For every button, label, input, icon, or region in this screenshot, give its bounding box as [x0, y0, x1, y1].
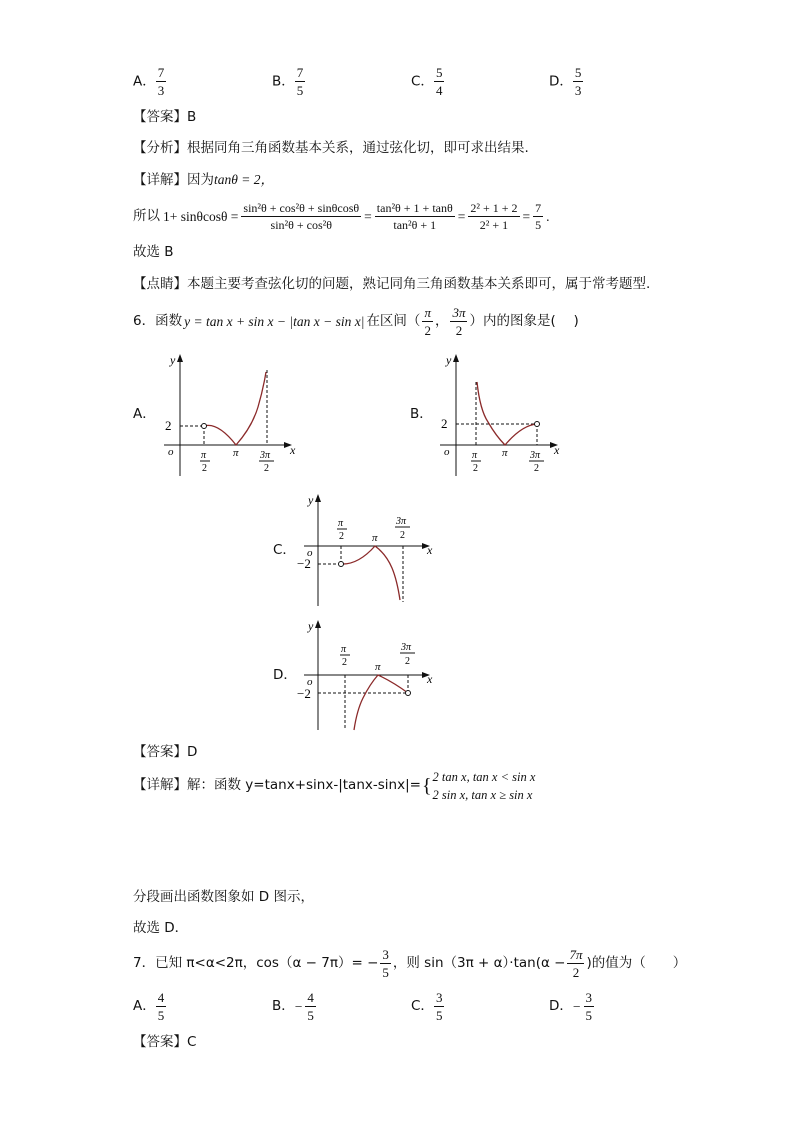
q6-detail: 【详解】解：函数 y=tanx+sinx-|tanx-sinx|= { 2 tan x, tan x < sin x 2 sin x, tan x ≥ sin x	[133, 770, 536, 802]
tick-label-2: 2	[441, 416, 448, 431]
tick-label-pi: π	[372, 532, 378, 544]
axis-y-label: y	[308, 493, 314, 507]
open-point	[406, 691, 411, 696]
q5-option-c: C． $\frac{5}{4}$	[411, 65, 443, 98]
curve	[341, 546, 400, 600]
svg-text:2: 2	[405, 656, 410, 667]
q6-draw-text: 分段画出函数图象如 D 图示，	[133, 889, 314, 905]
origin-label: o	[444, 446, 450, 458]
svg-text:2: 2	[473, 463, 478, 474]
q6-label-d: D．	[273, 667, 297, 683]
q7-option-a: A． $\frac{4}{5}$	[133, 990, 165, 1023]
axis-y-label: y	[308, 619, 314, 633]
origin-label: o	[307, 547, 313, 559]
q5-derivation: 所以 1+ sinθcosθ = $\frac{\text{sin²θ + cos²θ + sinθcosθ}}{\text{sin²θ + cos²θ}}$ = $\frac{\text{tan²θ + 1 + tanθ}}{\text{tan²θ + 1}}$ = $\frac{\text{2² + 1 + 2}}{\text{2² + 1}}$ = $\frac{7}{5}$ .	[133, 201, 550, 232]
open-point	[339, 562, 344, 567]
q5-answer: 【答案】B	[133, 109, 197, 125]
q7-option-c: C． $\frac{3}{5}$	[411, 990, 443, 1023]
tick-label-pi: π	[375, 661, 381, 673]
svg-text:2: 2	[534, 463, 539, 474]
svg-text:2: 2	[400, 530, 405, 541]
axis-x-label: x	[290, 443, 296, 457]
q5-option-a: A． $\frac{7}{3}$	[133, 65, 165, 98]
open-point	[535, 422, 540, 427]
q7-answer: 【答案】C	[133, 1034, 197, 1050]
tick-label-neg-2: −2	[297, 556, 311, 571]
open-point	[202, 424, 207, 429]
origin-label: o	[307, 676, 313, 688]
q5-analysis: 【分析】根据同角三角函数基本关系，通过弦化切，即可求出结果.	[133, 140, 529, 156]
axis-x-label: x	[427, 543, 433, 557]
tick-label-pi: π	[233, 447, 239, 459]
origin-label: o	[168, 446, 174, 458]
q6-label-c: C．	[273, 542, 296, 558]
tick-label-neg-2: −2	[297, 686, 311, 701]
axis-x-label: x	[427, 672, 433, 686]
curve	[354, 675, 408, 730]
q7-option-d: D． − $\frac{3}{5}$	[549, 990, 593, 1023]
svg-text:2: 2	[202, 463, 207, 474]
case-2: 2 sin x, tan x ≥ sin x	[432, 787, 533, 802]
q7-stem: 7．已知 π<α<2π，cos（α − 7π）= − $\frac{3}{5}$ ，则 sin（3π + α）·tan(α − $\frac{7\pi}{2}$ )的值为（ ）	[133, 947, 687, 980]
q6-graph-a	[160, 352, 310, 480]
q6-choose: 故选 D．	[133, 920, 189, 936]
tick-label-2: 2	[165, 418, 172, 433]
curve	[204, 372, 266, 445]
tick-label-pi-over-2: π	[338, 518, 344, 529]
tick-label-3pi-over-2: 3π	[530, 450, 541, 461]
axis-y-label: y	[446, 353, 452, 367]
q5-comment: 【点睛】本题主要考查弦化切的问题，熟记同角三角函数基本关系即可，属于常考题型.	[133, 276, 651, 292]
q6-label-b: B．	[410, 406, 433, 422]
case-1: 2 tan x, tan x < sin x	[432, 770, 536, 784]
tick-label-3pi-over-2: 3π	[260, 450, 271, 461]
q6-graph-d	[296, 618, 441, 734]
q5-detail: 【详解】因为tanθ = 2，	[133, 172, 274, 188]
q6-graph-c	[296, 492, 441, 610]
q5-option-b: B． $\frac{7}{5}$	[272, 65, 304, 98]
axis-y-label: y	[170, 353, 176, 367]
q6-stem: 6．函数 y = tan x + sin x − |tan x − sin x| 在区间（ $\frac{\pi}{2}$ ， $\frac{3\pi}{2}$ ）内的图象是( )	[133, 305, 579, 338]
svg-text:2: 2	[339, 531, 344, 542]
axis-x-label: x	[554, 443, 560, 457]
q6-label-a: A．	[133, 406, 156, 422]
q6-answer: 【答案】D	[133, 744, 198, 760]
svg-text:2: 2	[342, 657, 347, 668]
svg-text:2: 2	[264, 463, 269, 474]
tick-label-pi-over-2: π	[341, 644, 347, 655]
tick-label-3pi-over-2: 3π	[401, 642, 412, 653]
q5-choose: 故选 B	[133, 244, 174, 260]
tick-label-pi: π	[502, 447, 508, 459]
tick-label-pi-over-2: π	[472, 450, 478, 461]
tick-label-pi-over-2: π	[201, 450, 207, 461]
q5-option-d: D． $\frac{5}{3}$	[549, 65, 582, 98]
curve	[477, 382, 537, 445]
q7-option-b: B． − $\frac{4}{5}$	[272, 990, 314, 1023]
q6-graph-b	[436, 352, 586, 480]
tick-label-3pi-over-2: 3π	[396, 516, 407, 527]
